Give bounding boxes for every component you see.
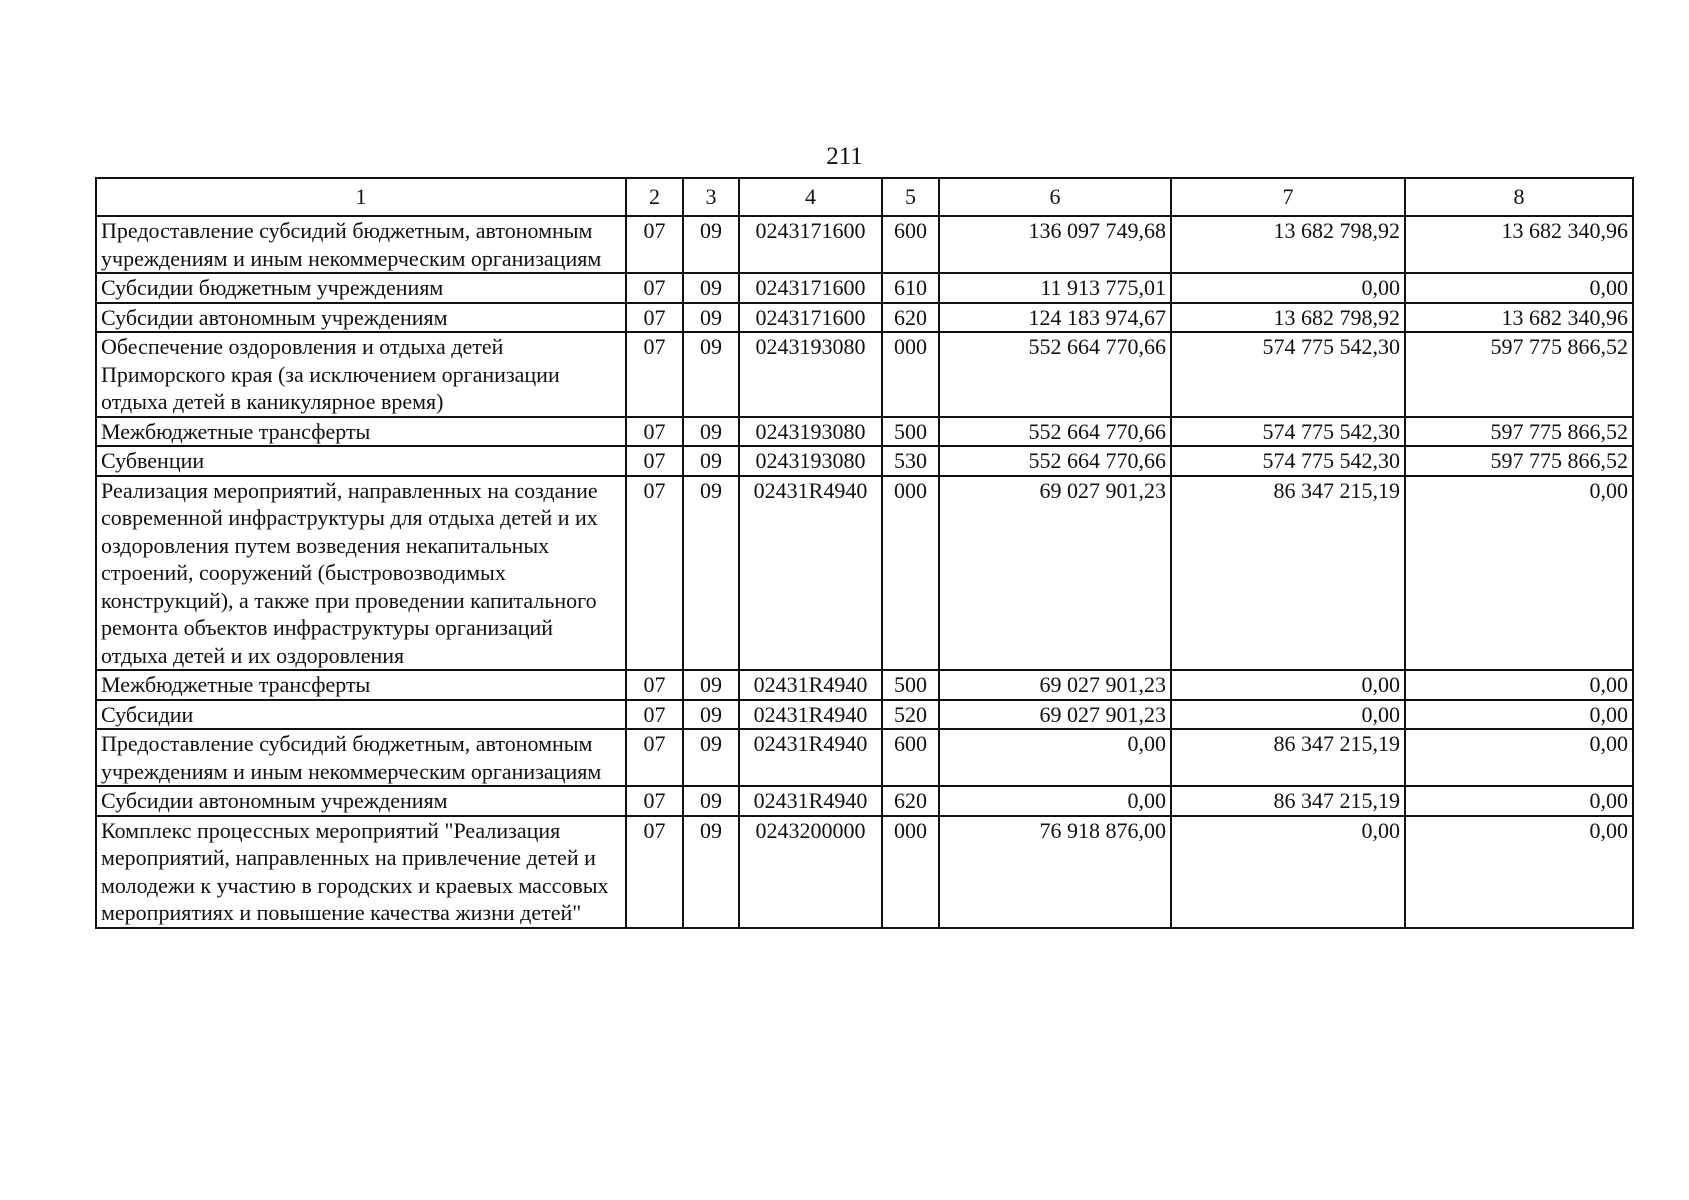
table-row	[96, 816, 1633, 928]
row-amount-6: 552 664 770,66	[939, 332, 1171, 417]
row-amount-6: 11 913 775,01	[939, 273, 1171, 303]
row-expense-type: 000	[882, 816, 939, 928]
row-target-code: 0243193080	[739, 417, 882, 447]
row-amount-6: 69 027 901,23	[939, 700, 1171, 730]
table-row	[96, 216, 1633, 273]
row-name: Предоставление субсидий бюджетным, автономным учреждениям и иным некоммерческим организациям	[96, 729, 626, 786]
row-section: 07	[626, 417, 683, 447]
row-amount-8: 597 775 866,52	[1405, 332, 1633, 417]
row-expense-type: 000	[882, 476, 939, 671]
row-target-code: 0243171600	[739, 216, 882, 273]
row-name: Реализация мероприятий, направленных на создание современной инфраструктуры для отдыха детей и их оздоровления путем возведения некапитальных строений, сооружений (быстровозводимых конструкций), а также при проведении капитального ремонта объектов инфраструктуры организаций отдыха детей и их оздоровления	[96, 476, 626, 671]
row-section: 07	[626, 273, 683, 303]
row-expense-type: 520	[882, 700, 939, 730]
row-subsection: 09	[683, 446, 739, 476]
row-target-code: 0243200000	[739, 816, 882, 928]
row-amount-6: 552 664 770,66	[939, 417, 1171, 447]
row-subsection: 09	[683, 303, 739, 333]
row-amount-7: 0,00	[1171, 700, 1405, 730]
row-section: 07	[626, 700, 683, 730]
row-name: Субвенции	[96, 446, 626, 476]
row-target-code: 02431R4940	[739, 729, 882, 786]
row-name: Субсидии	[96, 700, 626, 730]
row-subsection: 09	[683, 417, 739, 447]
row-section: 07	[626, 476, 683, 671]
table-row	[96, 476, 1633, 671]
row-amount-7: 13 682 798,92	[1171, 303, 1405, 333]
table-row	[96, 670, 1633, 700]
row-amount-7: 86 347 215,19	[1171, 786, 1405, 816]
row-expense-type: 500	[882, 417, 939, 447]
row-amount-6: 69 027 901,23	[939, 670, 1171, 700]
row-name: Межбюджетные трансферты	[96, 417, 626, 447]
row-amount-6: 0,00	[939, 729, 1171, 786]
row-subsection: 09	[683, 729, 739, 786]
table-row	[96, 273, 1633, 303]
row-target-code: 0243171600	[739, 273, 882, 303]
row-subsection: 09	[683, 332, 739, 417]
row-subsection: 09	[683, 216, 739, 273]
row-amount-7: 574 775 542,30	[1171, 332, 1405, 417]
row-expense-type: 000	[882, 332, 939, 417]
row-subsection: 09	[683, 786, 739, 816]
row-section: 07	[626, 446, 683, 476]
header-col-3: 3	[683, 178, 739, 216]
row-expense-type: 620	[882, 786, 939, 816]
row-amount-7: 0,00	[1171, 273, 1405, 303]
row-amount-6: 69 027 901,23	[939, 476, 1171, 671]
row-name: Предоставление субсидий бюджетным, автономным учреждениям и иным некоммерческим организациям	[96, 216, 626, 273]
table-row	[96, 446, 1633, 476]
row-amount-8: 0,00	[1405, 700, 1633, 730]
row-expense-type: 610	[882, 273, 939, 303]
row-name: Межбюджетные трансферты	[96, 670, 626, 700]
row-name: Субсидии автономным учреждениям	[96, 786, 626, 816]
row-section: 07	[626, 332, 683, 417]
table-row	[96, 332, 1633, 417]
row-target-code: 02431R4940	[739, 670, 882, 700]
row-expense-type: 600	[882, 729, 939, 786]
row-amount-8: 13 682 340,96	[1405, 303, 1633, 333]
row-section: 07	[626, 670, 683, 700]
row-amount-6: 124 183 974,67	[939, 303, 1171, 333]
row-amount-8: 0,00	[1405, 476, 1633, 671]
table-row	[96, 417, 1633, 447]
row-expense-type: 500	[882, 670, 939, 700]
row-amount-8: 0,00	[1405, 729, 1633, 786]
row-target-code: 0243193080	[739, 446, 882, 476]
row-amount-8: 13 682 340,96	[1405, 216, 1633, 273]
row-amount-8: 597 775 866,52	[1405, 417, 1633, 447]
row-target-code: 02431R4940	[739, 700, 882, 730]
row-target-code: 0243193080	[739, 332, 882, 417]
row-amount-7: 574 775 542,30	[1171, 417, 1405, 447]
row-target-code: 0243171600	[739, 303, 882, 333]
row-section: 07	[626, 816, 683, 928]
row-section: 07	[626, 786, 683, 816]
header-col-1: 1	[96, 178, 626, 216]
header-col-7: 7	[1171, 178, 1405, 216]
row-amount-6: 552 664 770,66	[939, 446, 1171, 476]
row-section: 07	[626, 303, 683, 333]
row-subsection: 09	[683, 670, 739, 700]
header-col-5: 5	[882, 178, 939, 216]
row-name: Субсидии бюджетным учреждениям	[96, 273, 626, 303]
row-amount-7: 86 347 215,19	[1171, 476, 1405, 671]
row-expense-type: 620	[882, 303, 939, 333]
page-number: 211	[826, 143, 863, 170]
header-col-4: 4	[739, 178, 882, 216]
row-amount-7: 0,00	[1171, 670, 1405, 700]
row-amount-6: 136 097 749,68	[939, 216, 1171, 273]
row-amount-8: 0,00	[1405, 273, 1633, 303]
row-subsection: 09	[683, 273, 739, 303]
row-name: Обеспечение оздоровления и отдыха детей Приморского края (за исключением организации отдыха детей в каникулярное время)	[96, 332, 626, 417]
row-name: Субсидии автономным учреждениям	[96, 303, 626, 333]
row-target-code: 02431R4940	[739, 786, 882, 816]
row-amount-6: 76 918 876,00	[939, 816, 1171, 928]
header-col-8: 8	[1405, 178, 1633, 216]
table-row	[96, 303, 1633, 333]
row-expense-type: 530	[882, 446, 939, 476]
row-amount-8: 0,00	[1405, 816, 1633, 928]
row-amount-8: 597 775 866,52	[1405, 446, 1633, 476]
row-expense-type: 600	[882, 216, 939, 273]
table-row	[96, 700, 1633, 730]
row-amount-7: 574 775 542,30	[1171, 446, 1405, 476]
row-amount-6: 0,00	[939, 786, 1171, 816]
header-col-2: 2	[626, 178, 683, 216]
row-amount-7: 86 347 215,19	[1171, 729, 1405, 786]
row-amount-7: 0,00	[1171, 816, 1405, 928]
row-target-code: 02431R4940	[739, 476, 882, 671]
row-subsection: 09	[683, 816, 739, 928]
row-name: Комплекс процессных мероприятий "Реализация мероприятий, направленных на привлечение детей и молодежи к участию в городских и краевых массовых мероприятиях и повышение качества жизни детей"	[96, 816, 626, 928]
row-section: 07	[626, 729, 683, 786]
row-section: 07	[626, 216, 683, 273]
table-row	[96, 729, 1633, 786]
table-row	[96, 786, 1633, 816]
row-subsection: 09	[683, 476, 739, 671]
row-amount-7: 13 682 798,92	[1171, 216, 1405, 273]
row-amount-8: 0,00	[1405, 670, 1633, 700]
budget-table	[95, 177, 1634, 929]
header-col-6: 6	[939, 178, 1171, 216]
row-amount-8: 0,00	[1405, 786, 1633, 816]
row-subsection: 09	[683, 700, 739, 730]
header-row	[96, 178, 1633, 216]
